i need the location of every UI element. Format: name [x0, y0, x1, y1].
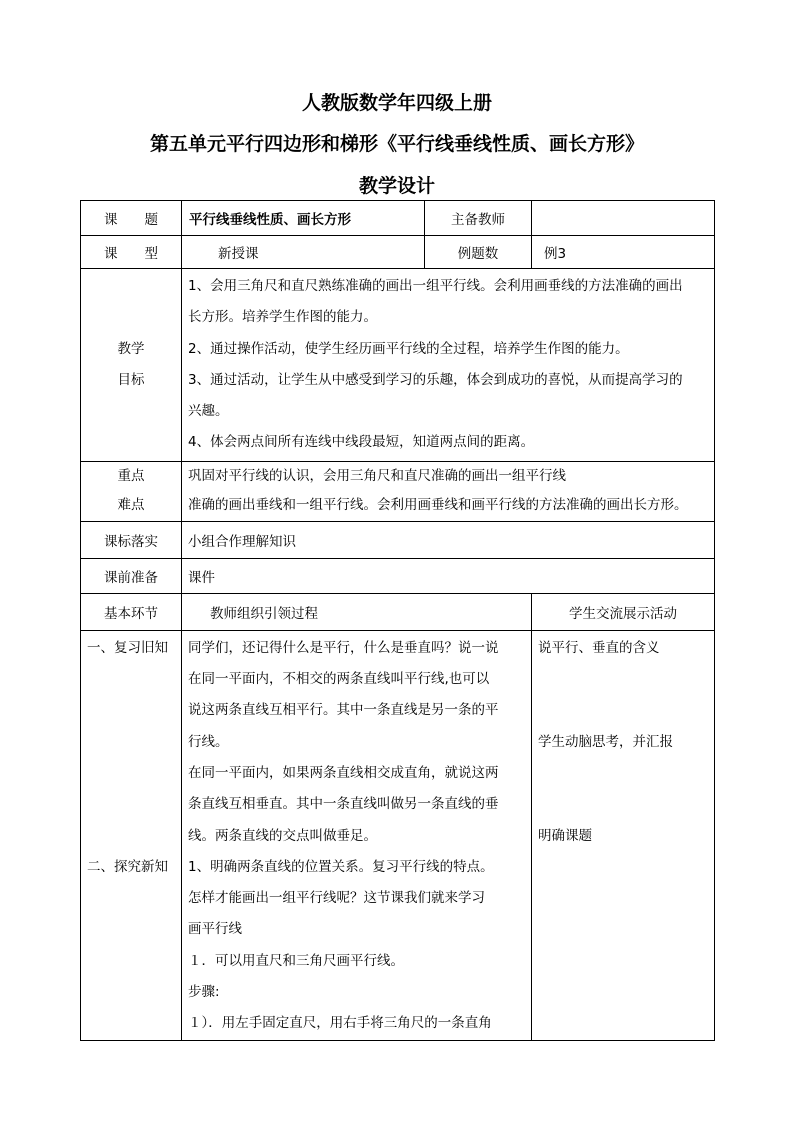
teacher-line: 行线。 — [188, 733, 229, 750]
process-stage-cell — [81, 630, 182, 1040]
teacher-line: 线。两条直线的交点叫做垂足。 — [188, 827, 377, 844]
teacher-value — [532, 201, 715, 236]
prep-value: 课件 — [182, 558, 715, 593]
teacher-line: 1、明确两条直线的位置关系。复习平行线的特点。 — [188, 858, 494, 875]
teacher-line: 在同一平面内，如果两条直线相交成直角，就说这两 — [188, 764, 499, 781]
process-header-student: 学生交流展示活动 — [532, 593, 715, 630]
teacher-label: 主备教师 — [425, 201, 532, 236]
type-row — [81, 236, 715, 269]
difficult-label: 难点 — [117, 497, 145, 514]
objective-line: 3、通过活动，让学生从中感受到学习的乐趣，体会到成功的喜悦，从而提高学习的 — [188, 371, 683, 388]
objective-line: 2、通过操作活动，使学生经历画平行线的全过程，培养学生作图的能力。 — [188, 340, 629, 357]
lesson-plan-table — [80, 200, 715, 1041]
objective-line: 兴趣。 — [188, 403, 229, 420]
key-points-row — [81, 461, 715, 521]
examples-label: 例题数 — [425, 236, 532, 269]
teacher-line: 步骤: — [188, 984, 220, 1001]
type-value: 新授课 — [182, 236, 425, 269]
key-point-text: 巩固对平行线的认识，会用三角尺和直尺准确的画出一组平行线 — [188, 468, 566, 485]
teacher-line: 条直线互相垂直。其中一条直线叫做另一条直线的垂 — [188, 796, 499, 813]
process-header-row — [81, 593, 715, 630]
stage-review: 一、复习旧知 — [87, 639, 168, 656]
process-header-stage: 基本环节 — [81, 593, 182, 630]
prep-label: 课前准备 — [81, 558, 182, 593]
document-heading: 教学设计 — [358, 175, 435, 197]
objectives-label — [81, 269, 182, 462]
standard-row — [81, 521, 715, 558]
student-activity: 学生动脑思考，并汇报 — [538, 733, 673, 750]
standard-label: 课标落实 — [81, 521, 182, 558]
process-header-teacher: 教师组织引领过程 — [182, 593, 532, 630]
student-activity: 说平行、垂直的含义 — [538, 639, 660, 656]
objectives-row — [81, 269, 715, 462]
examples-value: 例3 — [532, 236, 715, 269]
student-activity: 明确课题 — [538, 827, 592, 844]
key-points-content — [182, 461, 715, 521]
objectives-content — [182, 269, 715, 462]
difficult-point-text: 准确的画出垂线和一组平行线。会利用画垂线和画平行线的方法准确的画出长方形。 — [188, 497, 688, 514]
process-teacher-cell — [182, 630, 532, 1040]
standard-value: 小组合作理解知识 — [182, 521, 715, 558]
document-title: 人教版数学年四级上册 — [301, 92, 492, 114]
type-label: 课 型 — [81, 236, 182, 269]
objective-line: 长方形。培养学生作图的能力。 — [188, 309, 377, 326]
teacher-line: 怎样才能画出一组平行线呢？这节课我们就来学习 — [188, 890, 485, 907]
teacher-line: １）．用左手固定直尺，用右手将三角尺的一条直角 — [188, 1015, 492, 1032]
process-student-cell — [532, 630, 715, 1040]
objective-line: 1、会用三角尺和直尺熟练准确的画出一组平行线。会利用画垂线的方法准确的画出 — [188, 278, 683, 294]
teacher-line: 画平行线 — [188, 921, 242, 938]
teacher-line: １．可以用直尺和三角尺画平行线。 — [188, 952, 404, 969]
key-label: 重点 — [117, 468, 145, 485]
teacher-line: 在同一平面内，不相交的两条直线叫平行线,也可以 — [188, 671, 490, 688]
objective-line: 4、体会两点间所有连线中线段最短，知道两点间的距离。 — [188, 434, 535, 451]
topic-row — [81, 201, 715, 236]
objectives-label-2: 目标 — [117, 371, 145, 388]
key-points-label — [81, 461, 182, 521]
prep-row — [81, 558, 715, 593]
objectives-label-1: 教学 — [117, 340, 145, 357]
topic-label: 课 题 — [81, 201, 182, 236]
topic-value: 平行线垂线性质、画长方形 — [182, 201, 425, 236]
teacher-line: 同学们，还记得什么是平行，什么是垂直吗？说一说 — [188, 639, 499, 656]
teacher-line: 说这两条直线互相平行。其中一条直线是另一条的平 — [188, 702, 499, 719]
process-row — [81, 630, 715, 1040]
document-subtitle: 第五单元平行四边形和梯形《平行线垂线性质、画长方形》 — [149, 133, 644, 155]
stage-explore: 二、探究新知 — [87, 858, 168, 875]
